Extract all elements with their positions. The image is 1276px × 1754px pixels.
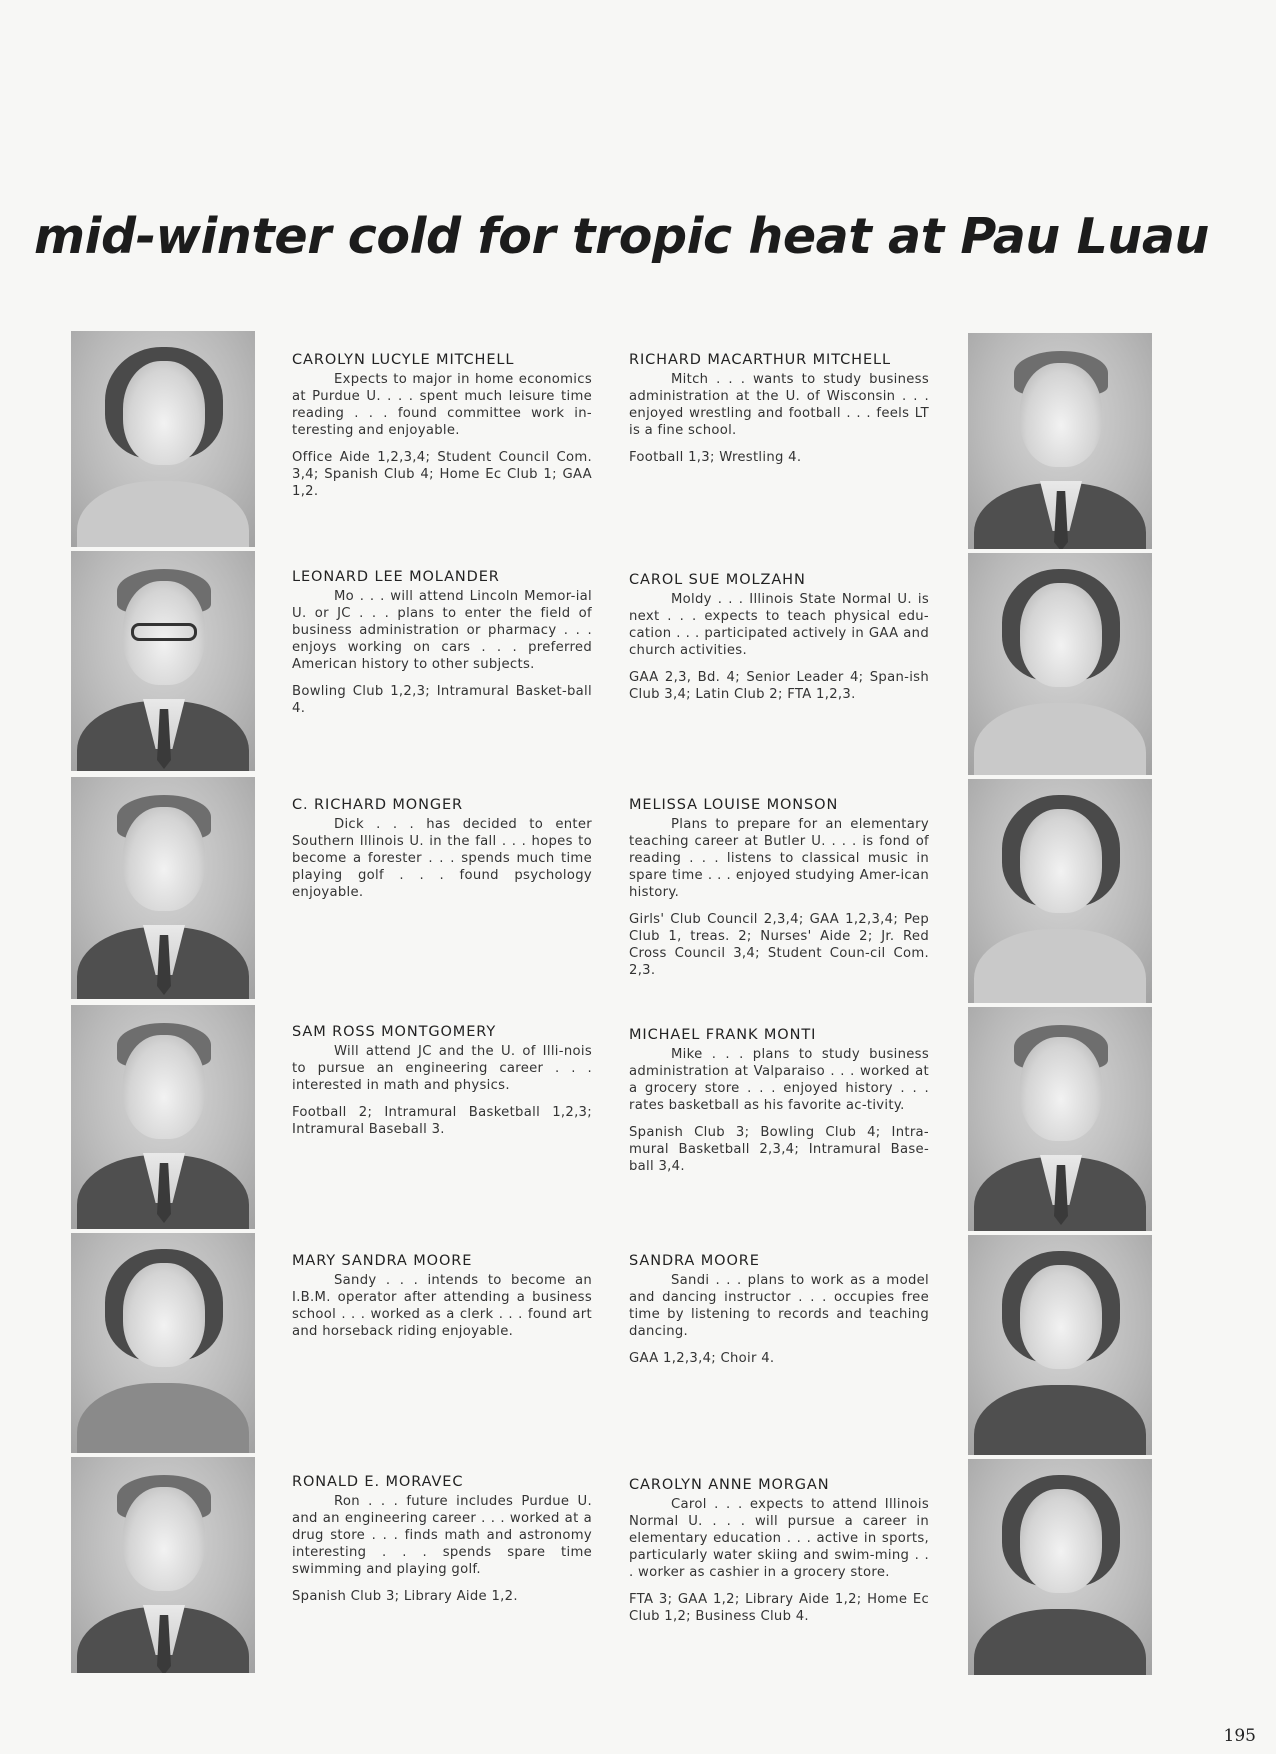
student-name: LEONARD LEE MOLANDER — [292, 569, 500, 585]
student-activities: FTA 3; GAA 1,2; Library Aide 1,2; Home Ec Club 1,2; Business Club 4. — [629, 1592, 929, 1624]
portrait-photo — [968, 1459, 1152, 1675]
student-name: SAM ROSS MONTGOMERY — [292, 1024, 497, 1040]
student-activities: GAA 1,2,3,4; Choir 4. — [629, 1351, 775, 1366]
student-entry — [629, 797, 929, 979]
student-bio: Mo . . . will attend Lincoln Memor-ial U. or JC . . . plans to enter the field of business administration or pharmacy . . . enjoys working on cars . . . preferred American history to other subjects. — [292, 589, 592, 672]
student-name: CAROL SUE MOLZAHN — [629, 572, 806, 588]
portrait-photo — [968, 553, 1152, 775]
student-bio: Moldy . . . Illinois State Normal U. is next . . . expects to teach physical edu-cation . . . participated actively in GAA and church activities. — [629, 592, 929, 658]
student-entry — [629, 572, 929, 703]
page-number: 195 — [1223, 1726, 1256, 1746]
student-name: RICHARD MACARTHUR MITCHELL — [629, 352, 891, 368]
student-activities: Spanish Club 3; Bowling Club 4; Intra-mural Basketball 2,3,4; Intramural Base-ball 3,4. — [629, 1125, 929, 1174]
student-activities: Football 1,3; Wrestling 4. — [629, 450, 802, 465]
student-activities: Spanish Club 3; Library Aide 1,2. — [292, 1589, 518, 1604]
student-bio: Will attend JC and the U. of Illi-nois to pursue an engineering career . . . interested in math and physics. — [292, 1044, 592, 1093]
student-entry — [629, 1253, 929, 1367]
student-activities: GAA 2,3, Bd. 4; Senior Leader 4; Span-ish Club 3,4; Latin Club 2; FTA 1,2,3. — [629, 670, 929, 702]
student-entry — [292, 569, 592, 717]
student-bio: Expects to major in home economics at Purdue U. . . . spent much leisure time reading . . . found committee work in-teresting and enjoyable. — [292, 372, 592, 438]
student-name: MICHAEL FRANK MONTI — [629, 1027, 817, 1043]
portrait-photo — [968, 1007, 1152, 1231]
student-bio: Plans to prepare for an elementary teaching career at Butler U. . . . is fond of reading . . . listens to classical music in spare time . . . enjoyed studying Amer-ican history. — [629, 817, 929, 900]
portrait-photo — [968, 779, 1152, 1003]
student-entry — [629, 352, 929, 466]
student-bio: Sandy . . . intends to become an I.B.M. operator after attending a business school . . . worked as a clerk . . . found art and horseback riding enjoyable. — [292, 1273, 592, 1339]
student-bio: Sandi . . . plans to work as a model and dancing instructor . . . occupies free time by listening to records and teaching dancing. — [629, 1273, 929, 1339]
student-activities: Bowling Club 1,2,3; Intramural Basket-ball 4. — [292, 684, 592, 716]
student-bio: Dick . . . has decided to enter Southern Illinois U. in the fall . . . hopes to become a forester . . . spends much time playing golf . . . found psychology enjoyable. — [292, 817, 592, 900]
student-bio: Carol . . . expects to attend Illinois Normal U. . . . will pursue a career in elementary education . . . active in sports, particularly water skiing and swim-ming . . . worker as cashier in a grocery store. — [629, 1497, 929, 1580]
page-headline: mid-winter cold for tropic heat at Pau Luau — [34, 208, 1210, 265]
student-name: MARY SANDRA MOORE — [292, 1253, 473, 1269]
student-activities: Girls' Club Council 2,3,4; GAA 1,2,3,4; Pep Club 1, treas. 2; Nurses' Aide 2; Jr. Red Cross Council 3,4; Student Coun-cil Com. 2,3. — [629, 912, 929, 978]
student-entry — [292, 1474, 592, 1605]
student-entry — [629, 1477, 929, 1625]
portrait-photo — [968, 333, 1152, 549]
student-entry — [292, 1024, 592, 1138]
portrait-photo — [71, 777, 255, 999]
student-entry — [292, 352, 592, 500]
portrait-photo — [968, 1235, 1152, 1455]
student-name: CAROLYN ANNE MORGAN — [629, 1477, 830, 1493]
student-entry — [292, 797, 592, 901]
student-bio: Mitch . . . wants to study business administration at the U. of Wisconsin . . . enjoyed wrestling and football . . . feels LT is a fine school. — [629, 372, 929, 438]
student-entry — [629, 1027, 929, 1175]
student-bio: Ron . . . future includes Purdue U. and an engineering career . . . worked at a drug store . . . finds math and astronomy interesting . . . spends spare time swimming and playing golf. — [292, 1494, 592, 1577]
portrait-photo — [71, 331, 255, 547]
student-entry — [292, 1253, 592, 1340]
student-activities: Office Aide 1,2,3,4; Student Council Com. 3,4; Spanish Club 4; Home Ec Club 1; GAA 1,2. — [292, 450, 592, 499]
student-name: C. RICHARD MONGER — [292, 797, 464, 813]
student-name: MELISSA LOUISE MONSON — [629, 797, 839, 813]
portrait-photo — [71, 1005, 255, 1229]
student-name: RONALD E. MORAVEC — [292, 1474, 464, 1490]
portrait-photo — [71, 551, 255, 771]
student-name: CAROLYN LUCYLE MITCHELL — [292, 352, 515, 368]
portrait-photo — [71, 1233, 255, 1453]
student-activities: Football 2; Intramural Basketball 1,2,3; Intramural Baseball 3. — [292, 1105, 592, 1137]
student-bio: Mike . . . plans to study business administration at Valparaiso . . . worked at a grocery store . . . enjoyed history . . . rates basketball as his favorite ac-tivity. — [629, 1047, 929, 1113]
portrait-photo — [71, 1457, 255, 1673]
student-name: SANDRA MOORE — [629, 1253, 760, 1269]
